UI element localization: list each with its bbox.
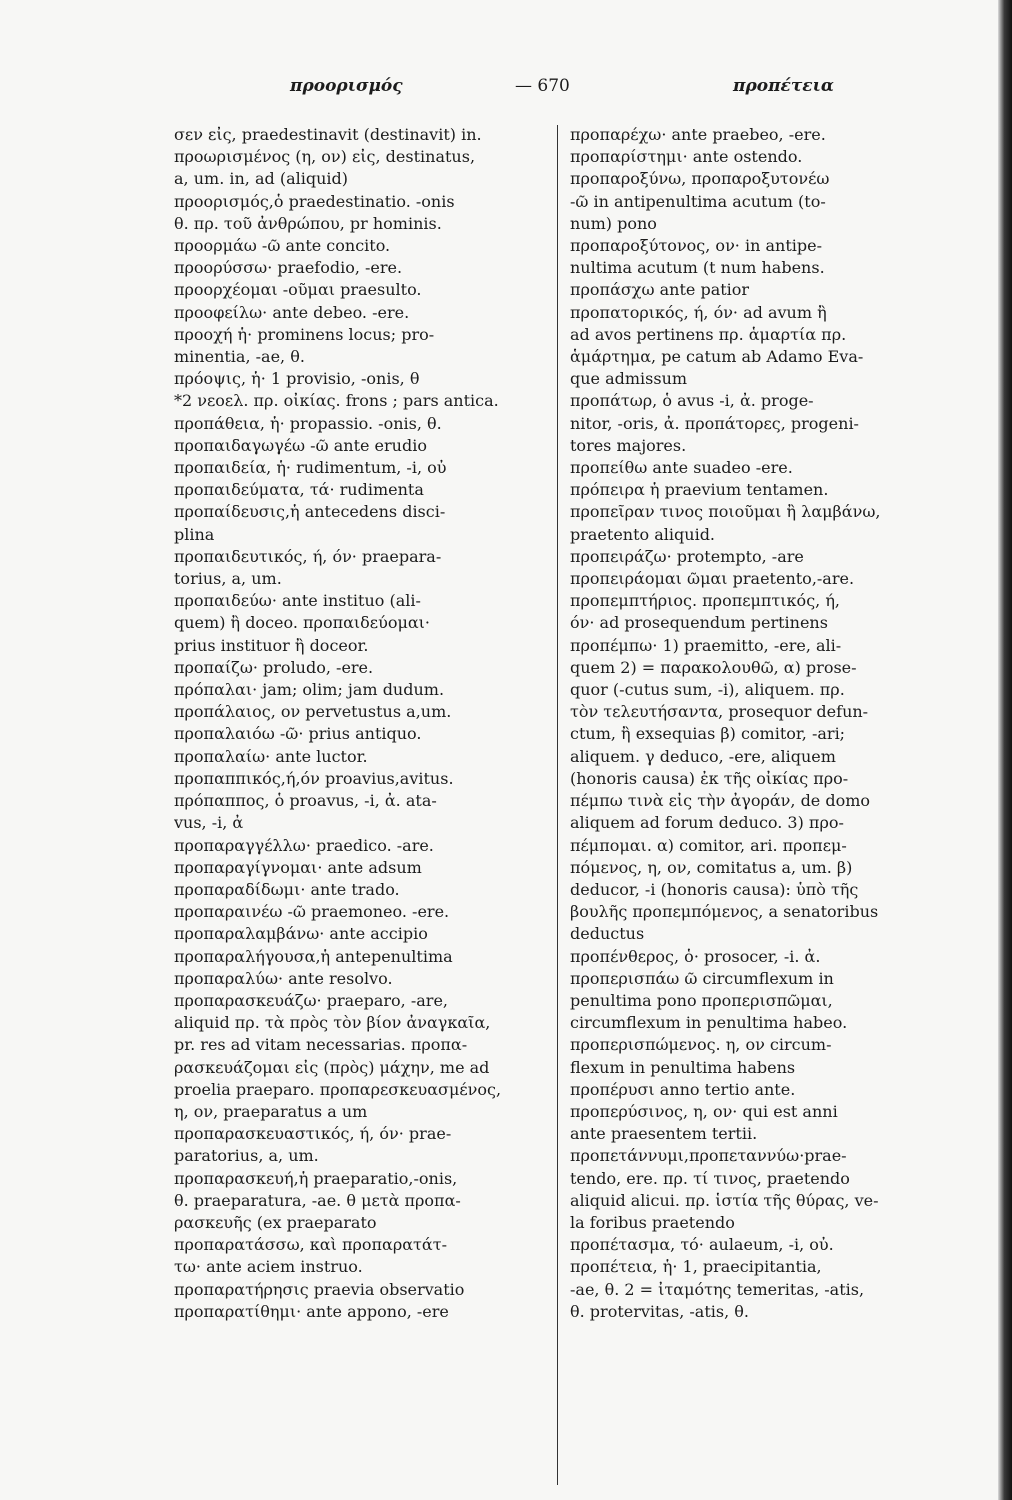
dictionary-line: θ. protervitas, -atis, θ.: [570, 1301, 749, 1321]
dictionary-line: -ῶ in antipenultima acutum (to-: [570, 191, 826, 211]
dictionary-line: ad avos pertinens πρ. ἁμαρτία πρ.: [570, 324, 847, 344]
dictionary-line: προπάθεια, ἡ· propassio. -onis, θ.: [174, 413, 442, 433]
dictionary-line: προοφείλω· ante debeo. -ere.: [174, 302, 410, 322]
dictionary-line: προπάλαιος, ον pervetustus a,um.: [174, 702, 452, 722]
dictionary-line: θ. praeparatura, -ae. θ μετὰ προπα-: [174, 1190, 461, 1210]
dictionary-line: *2 νεοελ. πρ. οἰκίας. frons ; pars antica.: [174, 391, 499, 411]
dictionary-line: προπειράομαι ῶμαι praetento,-are.: [570, 569, 855, 589]
dictionary-line: προπαιδευτικός, ή, όν· praepara-: [174, 546, 442, 566]
dictionary-line: προπαρασκευαστικός, ή, όν· prae-: [174, 1124, 452, 1144]
dictionary-line: προπάσχω ante patior: [570, 280, 750, 300]
dictionary-line: προπεμπτήριος. προπεμπτικός, ή,: [570, 591, 840, 611]
dictionary-line: aliquem. γ deduco, -ere, aliquem: [570, 746, 836, 766]
dictionary-line: προπένθερος, ὁ· prosocer, -i. ἀ.: [570, 946, 821, 966]
dictionary-line: προπαππικός,ή,όν proavius,avitus.: [174, 768, 454, 788]
dictionary-line: πρόπαππος, ὁ proavus, -i, ἀ. ata-: [174, 791, 437, 811]
dictionary-line: προπατορικός, ή, όν· ad avum ἢ: [570, 302, 827, 322]
dictionary-line: προπαρατίθημι· ante appono, -ere: [174, 1301, 449, 1321]
dictionary-line: deductus: [570, 924, 645, 944]
dictionary-line: προπάτωρ, ὁ avus -i, ἀ. proge-: [570, 391, 814, 411]
dictionary-line: ρασκευάζομαι εἰς (πρὸς) μάχην, me ad: [174, 1057, 490, 1077]
dictionary-line: προπετάννυμι,προπεταννύω·prae-: [570, 1146, 847, 1166]
page-number: — 670: [515, 76, 570, 96]
dictionary-line: προπαρασκευή,ἡ praeparatio,-onis,: [174, 1168, 458, 1188]
column-divider: [557, 125, 558, 1485]
dictionary-line: προπέμπω· 1) praemitto, -ere, ali-: [570, 635, 842, 655]
dictionary-line: πέμπομαι. α) comitor, ari. προπεμ-: [570, 835, 847, 855]
dictionary-line: προπαροξύτονος, ον· in antipe-: [570, 236, 822, 256]
dictionary-line: la foribus praetendo: [570, 1212, 735, 1232]
dictionary-line: προπαραδίδωμι· ante trado.: [174, 879, 400, 899]
dictionary-line: προπαρέχω· ante praebeo, -ere.: [570, 125, 826, 144]
dictionary-line: σεν εἰς, praedestinavit (destinavit) in.: [174, 125, 482, 144]
dictionary-line: προορχέομαι -οῦμαι praesulto.: [174, 280, 422, 300]
dictionary-line: προπαιδεύματα, τά· rudimenta: [174, 480, 424, 500]
right-column: [570, 124, 936, 1323]
dictionary-line: προπαραινέω -ῶ praemoneo. -ere.: [174, 902, 450, 922]
dictionary-line: τω· ante aciem instruo.: [174, 1257, 363, 1277]
dictionary-line: ἁμάρτημα, pe catum ab Adamo Eva-: [570, 347, 864, 367]
dictionary-line: προπειράζω· protempto, -are: [570, 546, 804, 566]
dictionary-line: num) pono: [570, 213, 657, 233]
dictionary-line: quor (-cutus sum, -i), aliquem. πρ.: [570, 680, 845, 700]
dictionary-line: προπαλαιόω -ῶ· prius antiquo.: [174, 724, 422, 744]
dictionary-line: minentia, -ae, θ.: [174, 347, 305, 367]
dictionary-line: -ae, θ. 2 = ἰταμότης temeritas, -atis,: [570, 1279, 865, 1299]
page-edge-shadow: [998, 0, 1012, 1500]
dictionary-line: pr. res ad vitam necessarias. προπα-: [174, 1035, 468, 1055]
dictionary-line: προπαραλήγουσα,ἡ antepenultima: [174, 946, 453, 966]
dictionary-line: όν· ad prosequendum pertinens: [570, 613, 828, 633]
left-column: [174, 124, 556, 1323]
dictionary-line: θ. πρ. τοῦ ἀνθρώπου, pr hominis.: [174, 213, 442, 233]
dictionary-line: tores majores.: [570, 435, 687, 455]
dictionary-line: aliquem ad forum deduco. 3) προ-: [570, 813, 844, 833]
dictionary-line: deducor, -i (honoris causa): ὑπὸ τῆς: [570, 879, 859, 899]
dictionary-line: flexum in penultima habens: [570, 1057, 796, 1077]
dictionary-line: προπαίδευσις,ἡ antecedens disci-: [174, 502, 446, 522]
dictionary-line: προπαρατάσσω, καὶ προπαρατάτ-: [174, 1235, 447, 1255]
dictionary-line: quem) ἢ doceo. προπαιδεύομαι·: [174, 613, 431, 633]
dictionary-line: πόμενος, η, ον, comitatus a, um. β): [570, 857, 853, 877]
dictionary-line: προπαραγίγνομαι· ante adsum: [174, 857, 422, 877]
dictionary-line: η, ον, praeparatus a um: [174, 1101, 368, 1121]
dictionary-line: προπαλαίω· ante luctor.: [174, 746, 368, 766]
dictionary-line: nitor, -oris, ἀ. προπάτορες, progeni-: [570, 413, 859, 433]
dictionary-line: πρόπειρα ἡ praevium tentamen.: [570, 480, 829, 500]
dictionary-line: προπαροξύνω, προπαροξυτονέω: [570, 169, 830, 189]
dictionary-line: torius, a, um.: [174, 569, 282, 589]
dictionary-line: praetento aliquid.: [570, 524, 716, 544]
dictionary-line: prius instituor ἢ doceor.: [174, 635, 369, 655]
dictionary-line: προωρισμένος (η, ον) εἰς, destinatus,: [174, 147, 476, 167]
dictionary-line: προοχή ἡ· prominens locus; pro-: [174, 324, 435, 344]
dictionary-line: proelia praeparo. προπαρεσκευασμένος,: [174, 1079, 502, 1099]
dictionary-line: προπερισπώμενος. η, ον circum-: [570, 1035, 832, 1055]
dictionary-line: προπαρασκευάζω· praeparo, -are,: [174, 990, 448, 1010]
dictionary-line: paratorius, a, um.: [174, 1146, 319, 1166]
dictionary-line: quem 2) = παρακολουθῶ, α) prose-: [570, 657, 857, 677]
dictionary-line: προορύσσω· praefodio, -ere.: [174, 258, 403, 278]
page-header: [0, 76, 1012, 106]
dictionary-line: προπαιδεύω· ante instituo (ali-: [174, 591, 421, 611]
dictionary-line: τὸν τελευτήσαντα, prosequor defun-: [570, 702, 869, 722]
dictionary-line: ante praesentem tertii.: [570, 1124, 758, 1144]
dictionary-line: que admissum: [570, 369, 688, 389]
dictionary-line: nultima acutum (t num habens.: [570, 258, 825, 278]
dictionary-line: ctum, ἢ exsequias β) comitor, -ari;: [570, 724, 846, 744]
dictionary-line: πρόοψις, ἡ· 1 provisio, -onis, θ: [174, 369, 420, 389]
dictionary-line: προπαραλαμβάνω· ante accipio: [174, 924, 428, 944]
dictionary-line: (honoris causa) ἐκ τῆς οἰκίας προ-: [570, 768, 849, 788]
dictionary-line: vus, -i, ἀ: [174, 813, 244, 833]
dictionary-line: aliquid πρ. τὰ πρὸς τὸν βίον ἀναγκαῖα,: [174, 1013, 491, 1033]
dictionary-line: προπαραγγέλλω· praedico. -are.: [174, 835, 434, 855]
dictionary-line: προορισμός,ὁ praedestinatio. -onis: [174, 191, 455, 211]
dictionary-line: προπέρυσι anno tertio ante.: [570, 1079, 796, 1099]
dictionary-line: πέμπω τινὰ εἰς τὴν ἀγοράν, de domo: [570, 791, 871, 811]
dictionary-line: προπέτασμα, τό· aulaeum, -i, οὐ.: [570, 1235, 834, 1255]
dictionary-line: προπαραλύω· ante resolvo.: [174, 968, 393, 988]
dictionary-line: tendo, ere. πρ. τί τινος, praetendo: [570, 1168, 850, 1188]
dictionary-line: πρόπαλαι· jam; olim; jam dudum.: [174, 680, 445, 700]
dictionary-line: προορμάω -ῶ ante concito.: [174, 236, 391, 256]
dictionary-line: ρασκευῆς (ex praeparato: [174, 1212, 377, 1232]
dictionary-line: προπαιδαγωγέω -ῶ ante erudio: [174, 435, 427, 455]
dictionary-line: circumflexum in penultima habeo.: [570, 1013, 848, 1033]
dictionary-line: προπαίζω· proludo, -ere.: [174, 657, 374, 677]
dictionary-line: προπαιδεία, ἡ· rudimentum, -i, οὐ: [174, 458, 447, 478]
dictionary-line: βουλῆς προπεμπόμενος, a senatoribus: [570, 902, 879, 922]
dictionary-line: προπείθω ante suadeo -ere.: [570, 458, 793, 478]
dictionary-line: plina: [174, 524, 215, 544]
dictionary-line: a, um. in, ad (aliquid): [174, 169, 348, 189]
dictionary-line: προπερύσινος, η, ον· qui est anni: [570, 1101, 838, 1121]
dictionary-line: προπέτεια, ἡ· 1, praecipitantia,: [570, 1257, 822, 1277]
dictionary-line: προπεῖραν τινος ποιοῦμαι ἢ λαμβάνω,: [570, 502, 881, 522]
dictionary-line: penultima pono προπερισπῶμαι,: [570, 990, 833, 1010]
header-left-guideword: προορισμός: [290, 76, 403, 96]
dictionary-line: προπερισπάω ῶ circumflexum in: [570, 968, 834, 988]
header-right-guideword: προπέτεια: [733, 76, 834, 96]
dictionary-line: προπαρατήρησις praevia observatio: [174, 1279, 465, 1299]
dictionary-line: aliquid alicui. πρ. ἱστία τῆς θύρας, ve-: [570, 1190, 879, 1210]
dictionary-line: προπαρίστημι· ante ostendo.: [570, 147, 803, 167]
